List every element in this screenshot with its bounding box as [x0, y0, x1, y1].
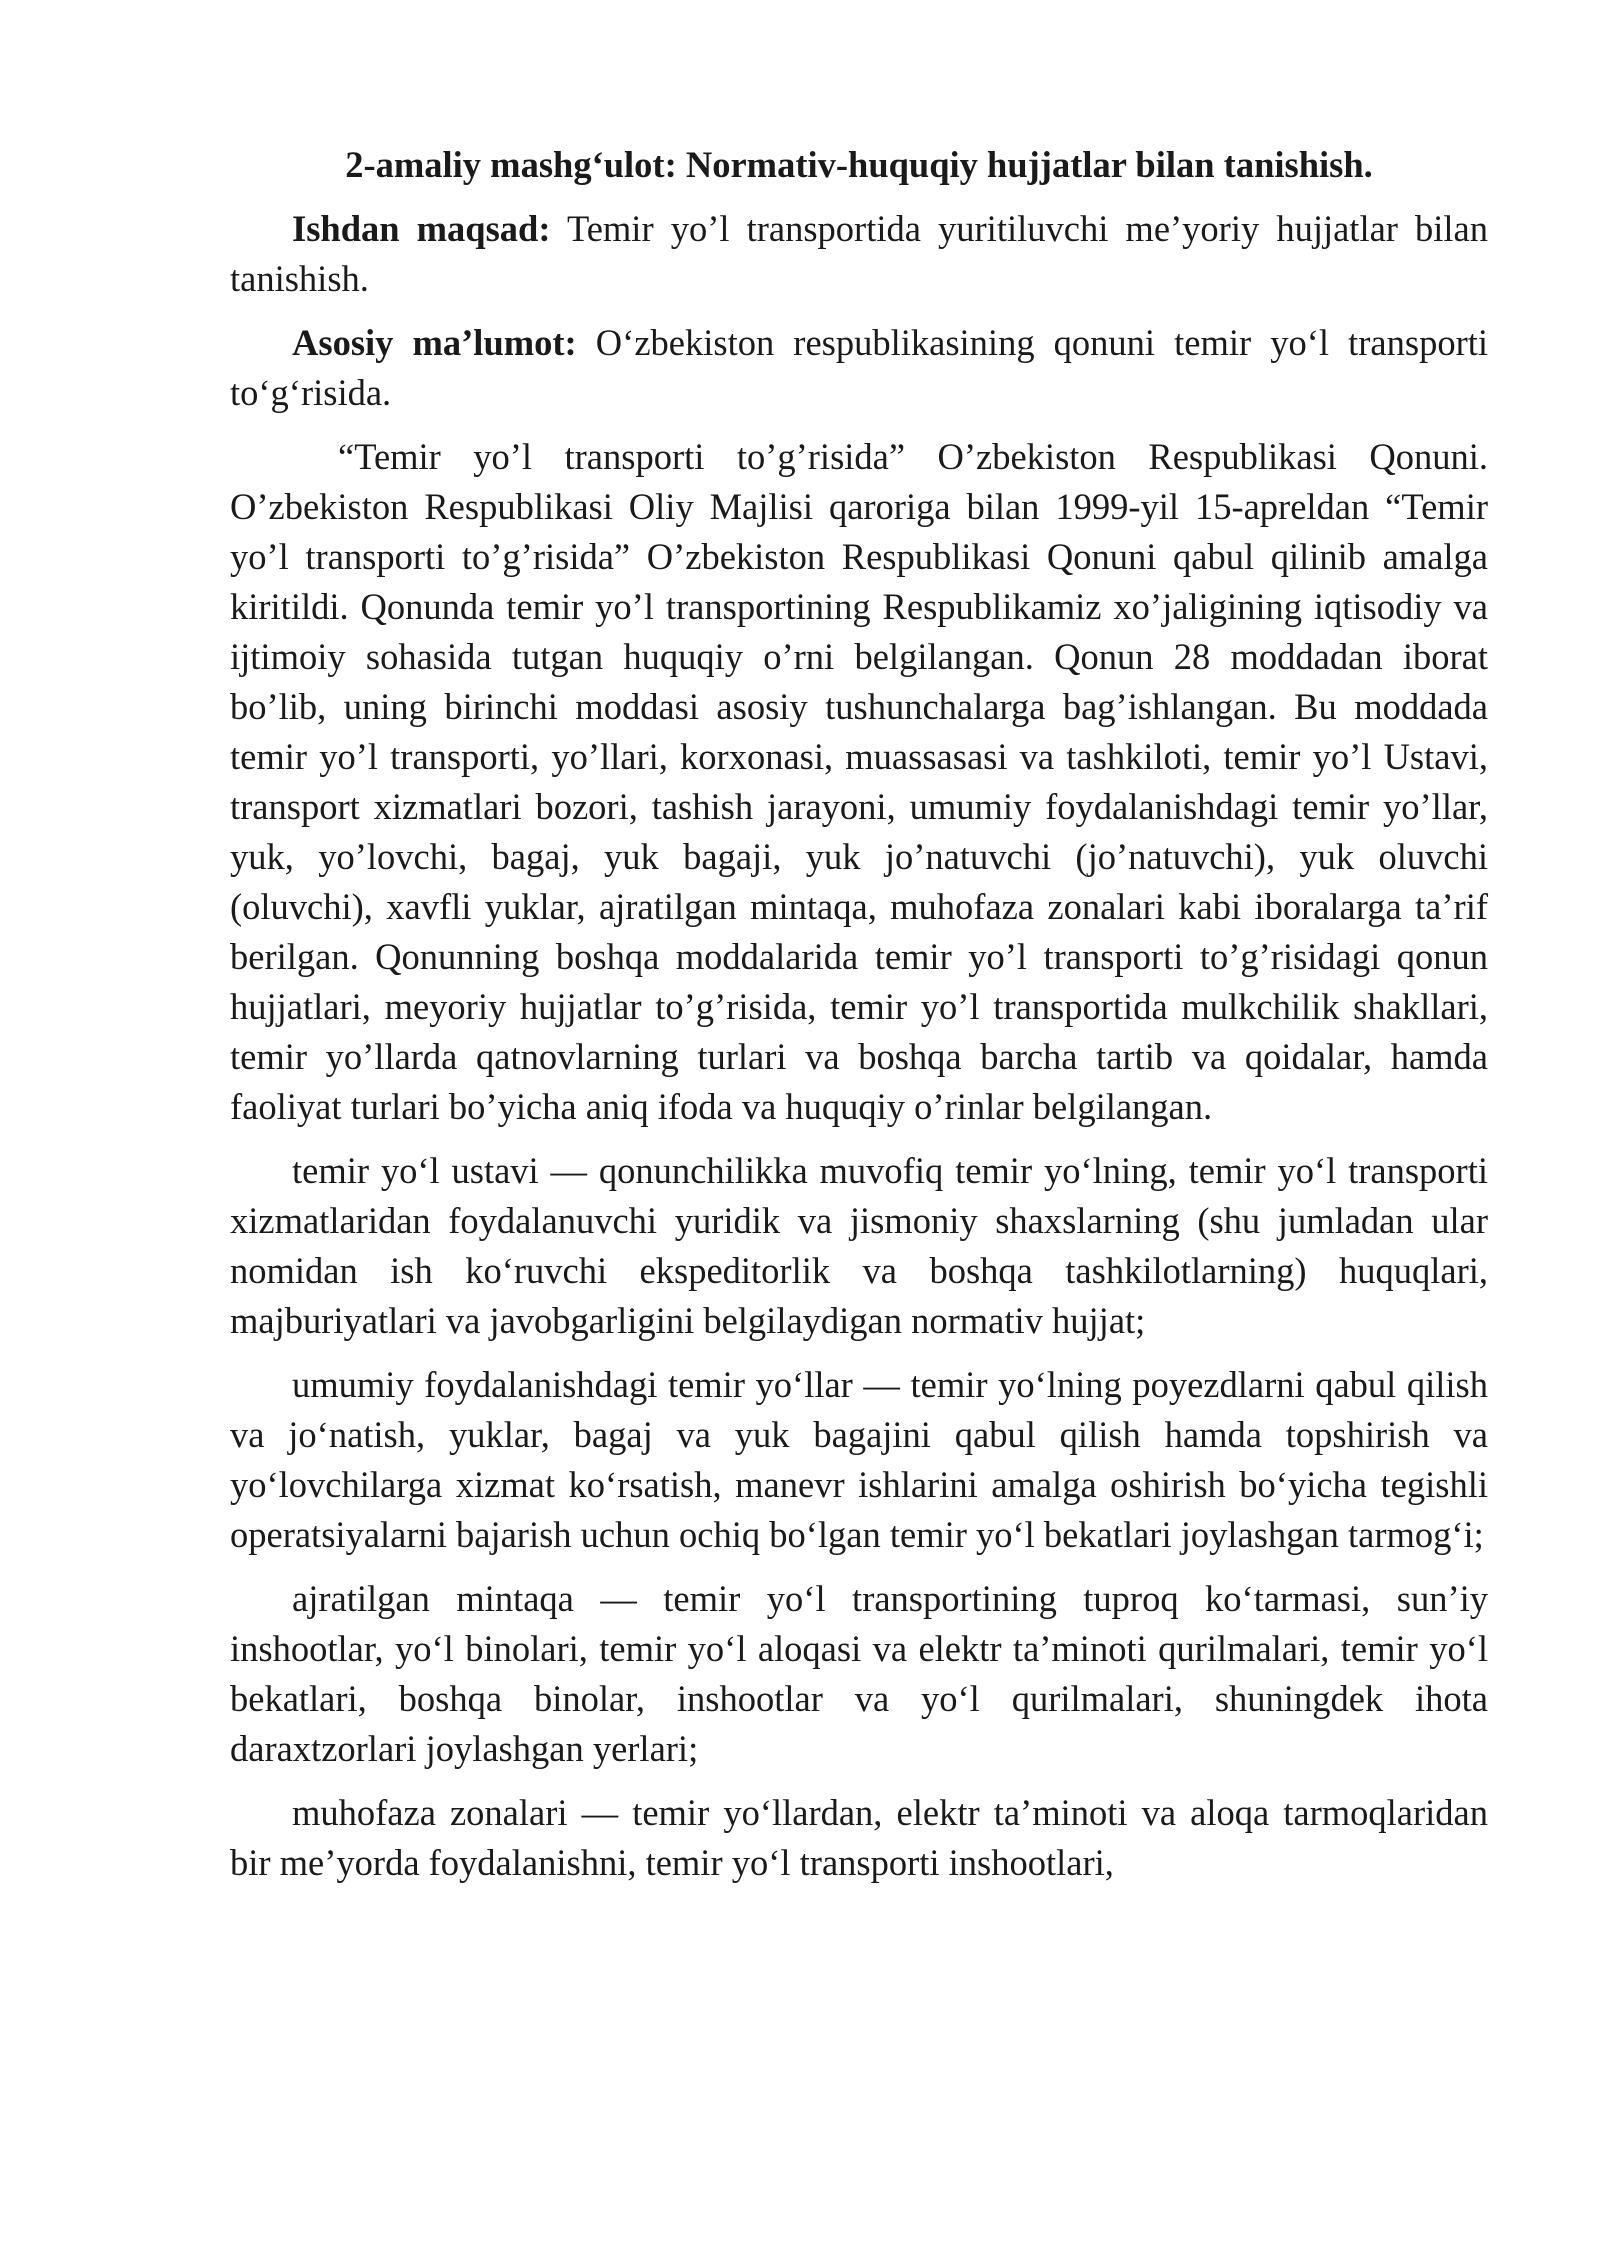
purpose-text: Temir yo’l transportida yuritiluvchi me’yoriy hujjatlar bilan tanishish.: [230, 208, 1489, 299]
definition-public-railways: umumiy foydalanishdagi temir yo‘llar — temir yo‘lning poyezdlarni qabul qilish va jo‘natish, yuklar, bagaj va yuk bagajini qabul qilish hamda topshirish va yo‘lovchilarga xizmat ko‘rsatish, manevr ishlarini amalga oshirish bo‘yicha tegishli operatsiyalarni bajarish uchun ochiq bo‘lgan temir yo‘l bekatlari joylashgan tarmog‘i;: [230, 1364, 1488, 1555]
definition-protection-zones: muhofaza zonalari — temir yo‘llardan, elektr ta’minoti va aloqa tarmoqlaridan bir me’yorda foydalanishni, temir yo‘l transporti inshootlari,: [230, 1792, 1488, 1883]
definition-allocated-zone: ajratilgan mintaqa — temir yo‘l transportining tuproq ko‘tarmasi, sun’iy inshootlar, yo‘l binolari, temir yo‘l aloqasi va elektr ta’minoti qurilmalari, temir yo‘l bekatlari, boshqa binolar, inshootlar va yo‘l qurilmalari, shuningdek ihota daraxtzorlari joylashgan yerlari;: [230, 1578, 1488, 1769]
purpose-paragraph: [230, 204, 1488, 304]
document-page: [230, 140, 1488, 1902]
basic-info-text: O‘zbekiston respublikasining qonuni temir yo‘l transporti to‘g‘risida.: [230, 322, 1489, 413]
page-title: 2-amaliy mashg‘ulot: Normativ-huquqiy hujjatlar bilan tanishish.: [345, 144, 1373, 185]
basic-info-label: Asosiy ma’lumot:: [292, 322, 577, 363]
law-paragraph: “Temir yo’l transporti to’g’risida” O’zbekiston Respublikasi Qonuni. O’zbekiston Respublikasi Oliy Majlisi qaroriga bilan 1999-yil 15-apreldan “Temir yo’l transporti to’g’risida” O’zbekiston Respublikasi Qonuni qabul qilinib amalga kiritildi. Qonunda temir yo’l transportining Respublikamiz xo’jaligining iqtisodiy va ijtimoiy sohasida tutgan huquqiy o’rni belgilangan. Qonun 28 moddadan iborat bo’lib, uning birinchi moddasi asosiy tushunchalarga bag’ishlangan. Bu moddada temir yo’l transporti, yo’llari, korxonasi, muassasasi va tashkiloti, temir yo’l Ustavi, transport xizmatlari bozori, tashish jarayoni, umumiy foydalanishdagi temir yo’llar, yuk, yo’lovchi, bagaj, yuk bagaji, yuk jo’natuvchi (jo’natuvchi), yuk oluvchi (oluvchi), xavfli yuklar, ajratilgan mintaqa, muhofaza zonalari kabi iboralarga ta’rif berilgan. Qonunning boshqa moddalarida temir yo’l transporti to’g’risidagi qonun hujjatlari, meyoriy hujjatlar to’g’risida, temir yo’l transportida mulkchilik shakllari, temir yo’llarda qatnovlarning turlari va boshqa barcha tartib va qoidalar, hamda faoliyat turlari bo’yicha aniq ifoda va huquqiy o’rinlar belgilangan.: [230, 436, 1488, 1127]
purpose-label: Ishdan maqsad:: [292, 208, 551, 249]
definition-railway-charter: temir yo‘l ustavi — qonunchilikka muvofiq temir yo‘lning, temir yo‘l transporti xizmatlaridan foydalanuvchi yuridik va jismoniy shaxslarning (shu jumladan ular nomidan ish ko‘ruvchi ekspeditorlik va boshqa tashkilotlarning) huquqlari, majburiyatlari va javobgarligini belgilaydigan normativ hujjat;: [230, 1150, 1488, 1341]
basic-info-paragraph: [230, 318, 1488, 418]
